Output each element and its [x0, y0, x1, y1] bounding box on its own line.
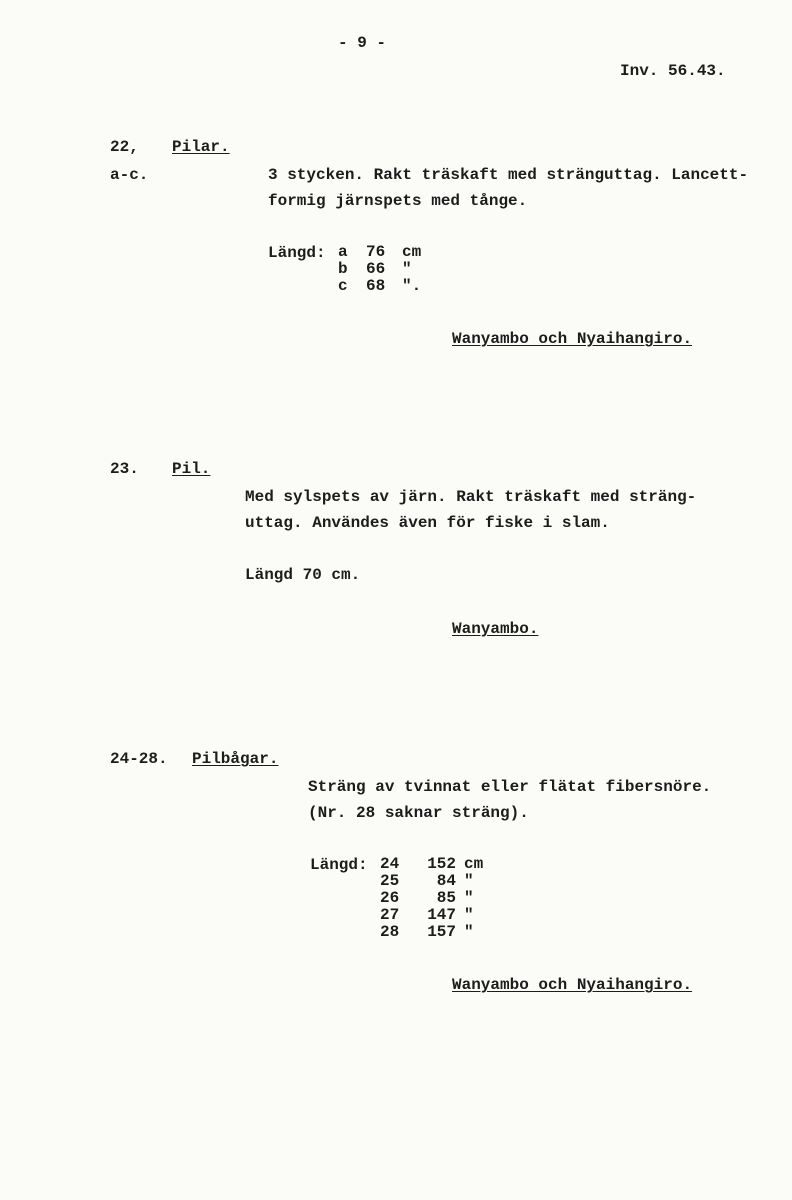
entry-23-title: Pil. [172, 460, 211, 478]
length-value: 84 [436, 872, 456, 890]
entry-24-28-origin: Wanyambo och Nyaihangiro. [452, 976, 693, 994]
entry-22-line-2: formig järnspets med tånge. [268, 192, 528, 210]
page-number: - 9 - [338, 34, 387, 52]
length-value: 147 [427, 906, 456, 924]
length-value: 157 [427, 923, 456, 941]
length-unit: " [464, 906, 474, 924]
entry-22-sub: a-c. [110, 166, 149, 184]
entry-24-28-length-table [380, 856, 494, 941]
length-id: 24 [380, 855, 400, 873]
inventory-number: Inv. 56.43. [620, 62, 726, 80]
entry-22-title: Pilar. [172, 138, 230, 156]
length-value: 76 [366, 243, 386, 261]
entry-22-line-1: 3 stycken. Rakt träskaft med stränguttag. Lancett- [268, 166, 749, 184]
length-id: 26 [380, 889, 400, 907]
entry-24-28-length-label: Längd: [310, 856, 368, 874]
entry-23-number: 23. [110, 460, 139, 478]
length-unit: " [402, 260, 412, 278]
length-value: 68 [366, 277, 386, 295]
entry-22-number: 22, [110, 138, 139, 156]
length-id: 28 [380, 923, 400, 941]
length-unit: " [464, 889, 474, 907]
length-value: 66 [366, 260, 386, 278]
entry-24-28-title: Pilbågar. [192, 750, 279, 768]
entry-24-28-number: 24-28. [110, 750, 168, 768]
length-value: 85 [436, 889, 456, 907]
entry-22-length-table [338, 244, 432, 295]
length-id: 27 [380, 906, 400, 924]
entry-22-length-label: Längd: [268, 244, 326, 262]
length-unit: " [464, 872, 474, 890]
entry-24-28-line-1: Sträng av tvinnat eller flätat fibersnöre. [308, 778, 712, 796]
length-unit: " [464, 923, 474, 941]
entry-23-line-2: uttag. Användes även för fiske i slam. [245, 514, 610, 532]
length-value: 152 [427, 855, 456, 873]
length-id: b [338, 260, 348, 278]
entry-23-length: Längd 70 cm. [245, 566, 361, 584]
length-id: a [338, 243, 348, 261]
length-id: 25 [380, 872, 400, 890]
entry-23-line-1: Med sylspets av järn. Rakt träskaft med sträng- [245, 488, 697, 506]
length-unit: ". [402, 277, 422, 295]
length-unit: cm [464, 855, 484, 873]
entry-23-origin: Wanyambo. [452, 620, 539, 638]
entry-24-28-line-2: (Nr. 28 saknar sträng). [308, 804, 529, 822]
length-unit: cm [402, 243, 422, 261]
entry-22-origin: Wanyambo och Nyaihangiro. [452, 330, 693, 348]
length-id: c [338, 277, 348, 295]
